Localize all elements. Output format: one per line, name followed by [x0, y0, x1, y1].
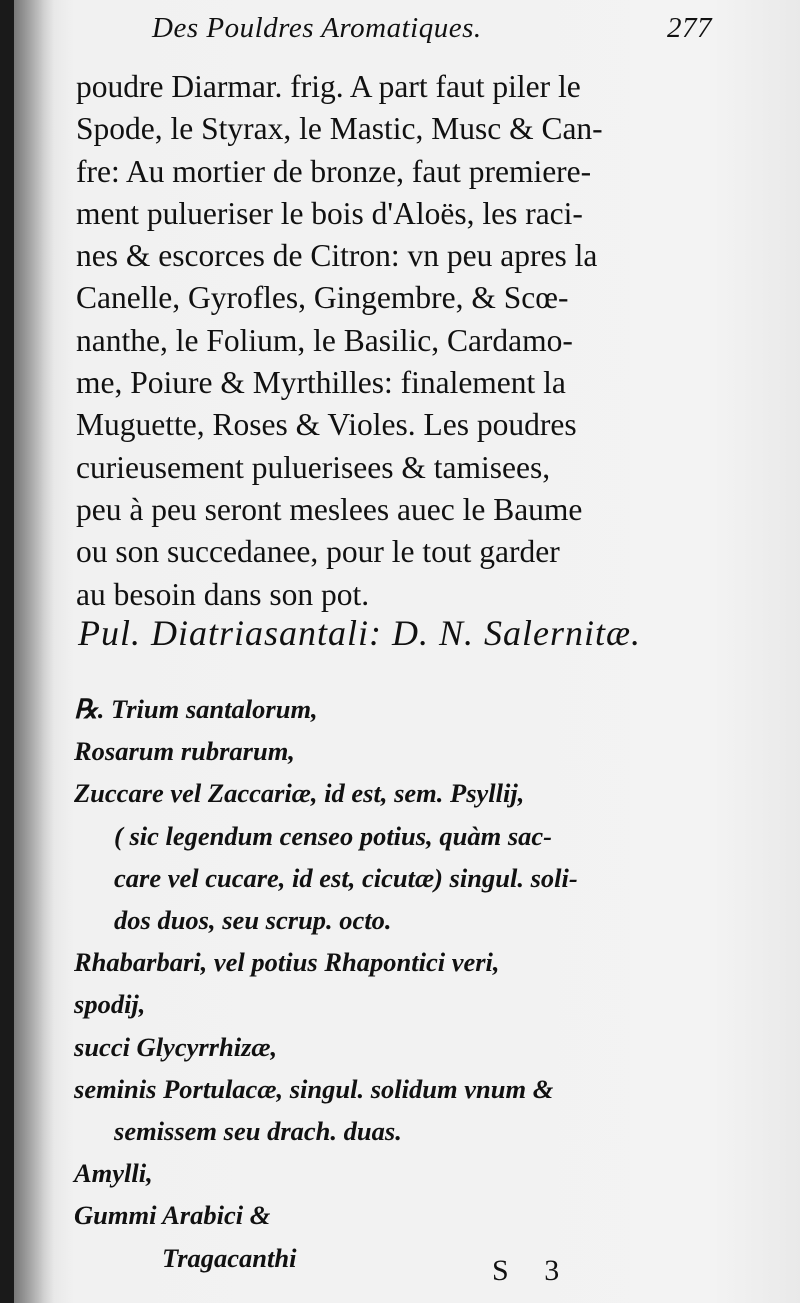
recipe-line: spodij, [74, 989, 146, 1020]
body-line: fre: Au mortier de bronze, faut premiere- [76, 153, 592, 189]
recipe-list [74, 688, 714, 1279]
section-heading: Pul. Diatriasantali: D. N. Salernitæ. [78, 613, 642, 653]
body-line: curieusement puluerisees & tamisees, [76, 449, 551, 485]
body-line: au besoin dans son pot. [76, 576, 370, 612]
body-line: ou son succedanee, pour le tout garder [76, 534, 560, 570]
recipe-line: care vel cucare, id est, cicutæ) singul. soli- [114, 862, 578, 893]
body-line: ment pulueriser le bois d'Aloës, les raci- [76, 195, 583, 231]
recipe-line: Zuccare vel Zaccariæ, id est, sem. Psyllij, [74, 778, 525, 809]
page-number: 277 [667, 12, 712, 44]
body-line: me, Poiure & Myrthilles: finalement la [76, 365, 566, 401]
body-line: nes & escorces de Citron: vn peu apres la [76, 238, 598, 274]
body-line: nanthe, le Folium, le Basilic, Cardamo- [76, 322, 573, 358]
book-page [14, 0, 800, 1303]
recipe-line: Gummi Arabici & [74, 1200, 271, 1231]
signature-number: 3 [544, 1254, 560, 1287]
running-title: Des Pouldres Aromatiques. [152, 12, 482, 44]
recipe-line: Rhabarbari, vel potius Rhapontici veri, [74, 947, 500, 978]
recipe-line: Tragacanthi [162, 1242, 297, 1273]
signature-letter: S [492, 1254, 509, 1287]
recipe-line: Amylli, [74, 1158, 153, 1189]
recipe-line: ℞. Trium santalorum, [74, 694, 318, 724]
recipe-line: dos duos, seu scrup. octo. [114, 905, 392, 936]
recipe-line: Rosarum rubrarum, [74, 736, 295, 767]
signature-mark [492, 1254, 587, 1288]
body-line: Muguette, Roses & Violes. Les poudres [76, 407, 577, 443]
recipe-line: semissem seu drach. duas. [114, 1116, 402, 1147]
body-line: Canelle, Gyrofles, Gingembre, & Scœ- [76, 280, 569, 316]
page-header [152, 12, 712, 52]
body-line: peu à peu seront meslees auec le Baume [76, 491, 583, 527]
body-line: Spode, le Styrax, le Mastic, Musc & Can- [76, 111, 603, 147]
body-line: poudre Diarmar. frig. A part faut piler le [76, 69, 581, 104]
recipe-line: ( sic legendum censeo potius, quàm sac- [114, 820, 552, 851]
recipe-line: seminis Portulacæ, singul. solidum vnum & [74, 1073, 554, 1104]
recipe-line: succi Glycyrrhizæ, [74, 1031, 278, 1062]
gutter-shadow [14, 0, 54, 1303]
body-paragraph [76, 66, 706, 616]
